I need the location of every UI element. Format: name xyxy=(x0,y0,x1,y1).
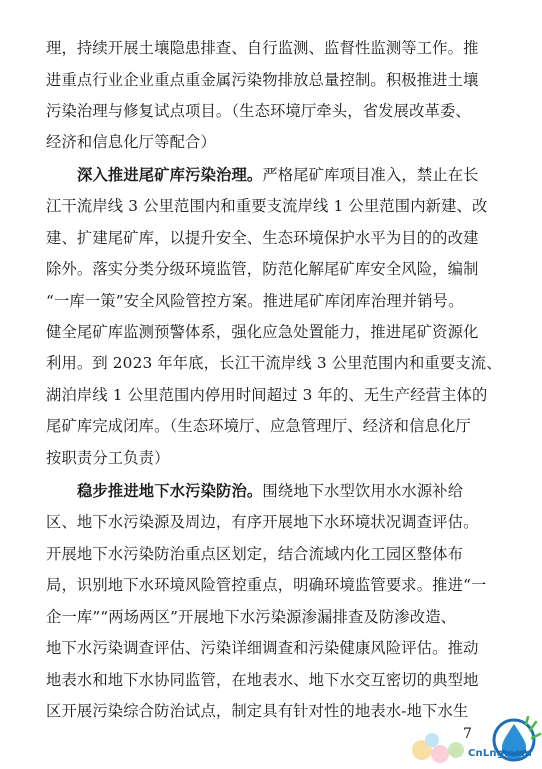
text-line xyxy=(77,165,479,185)
text-line: 经济和信息化厅等配合） xyxy=(46,133,216,151)
text-line: 企一库”“两场两区”开展地下水污染源渗漏排查及防渗改造、 xyxy=(46,608,457,626)
text-line: 健全尾矿库监测预警体系，强化应急处置能力，推进尾矿资源化 xyxy=(46,323,479,341)
text-line: 区、地下水污染源及周边，有序开展地下水环境状况调查评估。 xyxy=(46,513,479,531)
text-span: 严格尾矿库项目准入，禁止在长 xyxy=(262,166,479,184)
text-line: 按职责分工负责） xyxy=(46,449,170,467)
text-line: 区开展污染综合防治试点，制定具有针对性的地表水-地下水生 xyxy=(46,702,469,720)
text-line: 理，持续开展土壤隐患排查、自行监测、监督性监测等工作。推 xyxy=(46,39,479,57)
text-line: 开展地下水污染防治重点区划定，结合流域内化工园区整体布 xyxy=(46,545,464,563)
section-heading: 稳步推进地下水污染防治。 xyxy=(77,482,263,500)
text-line: 除外。落实分类分级环境监管，防范化解尾矿库安全风险，编制 xyxy=(46,260,479,278)
text-span: 围绕地下水型饮用水水源补给 xyxy=(262,482,464,500)
text-line: 湖泊岸线 1 公里范围内停用时间超过 3 年的、无生产经营主体的 xyxy=(46,386,488,404)
watermark-text: CnLng.com xyxy=(468,748,532,759)
text-line: 污染治理与修复试点项目。（生态环境厅牵头，省发展改革委、 xyxy=(46,102,471,120)
page-number: 7 xyxy=(463,726,472,742)
text-line: 江干流岸线 3 公里范围内和重要支流岸线 1 公里范围内新建、改 xyxy=(46,197,488,215)
text-line: 地表水和地下水协同监管，在地表水、地下水交互密切的典型地 xyxy=(46,671,479,689)
text-line: 建、扩建尾矿库，以提升安全、生态环境保护水平为目的的改建 xyxy=(46,229,479,247)
text-line xyxy=(77,481,463,501)
text-line: 局，识别地下水环境风险管控重点，明确环境监管要求。推进“一 xyxy=(46,576,487,594)
text-line: 利用。到 2023 年年底，长江干流岸线 3 公里范围内和重要支流、 xyxy=(46,354,502,372)
text-line: 进重点行业企业重点重金属污染物排放总量控制。积极推进土壤 xyxy=(46,71,479,89)
section-heading: 深入推进尾矿库污染治理。 xyxy=(77,166,263,184)
text-line: 尾矿库完成闭库。（生态环境厅、应急管理厅、经济和信息化厅 xyxy=(46,417,471,435)
text-line: “一库一策”安全风险管控方案。推进尾矿库闭库治理并销号。 xyxy=(46,292,464,310)
text-line: 地下水污染调查评估、污染详细调查和污染健康风险评估。推动 xyxy=(46,639,479,657)
watermark-logo xyxy=(400,716,542,769)
